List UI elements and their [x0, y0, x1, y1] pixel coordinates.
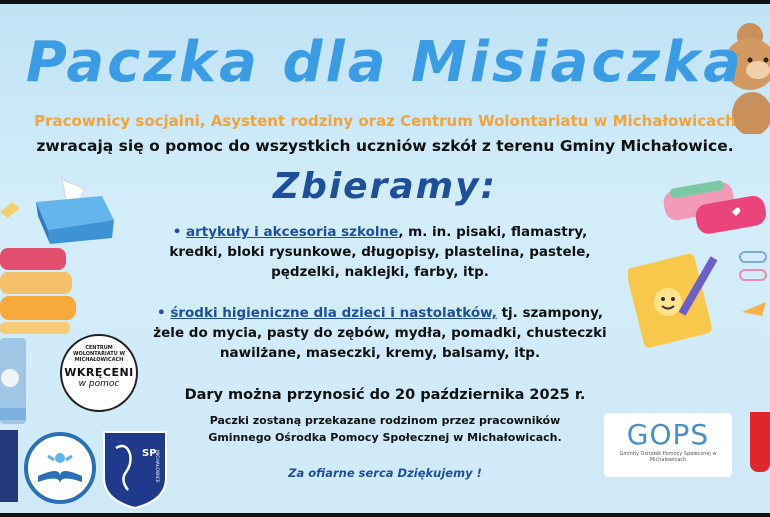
- bottom-border: [0, 513, 770, 517]
- towels-stack-icon: [0, 244, 78, 336]
- school-sp-shield-logo: [102, 430, 168, 510]
- appeal-line: zwracają się o pomoc do wszystkich uczniów szkół z terenu Gminy Michałowice.: [36, 137, 734, 155]
- bullet: •: [156, 305, 171, 321]
- gops-main-text: GOPS: [626, 418, 710, 451]
- organizers-line: Pracownicy socjalni, Asystent rodziny oraz Centrum Wolontariatu w Michałowicach: [34, 112, 736, 130]
- partial-logo-left: [0, 430, 18, 502]
- coat-of-arms-logo: [750, 412, 770, 472]
- wkreceni-logo: [60, 334, 138, 412]
- notebook-icon: [628, 252, 728, 348]
- distribution-info: Paczki zostaną przekazane rodzinom przez pracowników Gminnego Ośrodka Pomocy Społecznej w Michałowicach.: [208, 414, 562, 444]
- wkreceni-sub-text: w pomoc: [78, 379, 120, 389]
- school-supplies-details: , m. in. pisaki, flamastry, kredki, bloki rysunkowe, długopisy, plastelina, pastele, pędzelki, naklejki, farby, itp.: [169, 224, 591, 280]
- thanks-line: Za ofiarne serca Dziękujemy !: [288, 466, 482, 480]
- poster-title: Paczka dla Misiaczka: [25, 30, 745, 95]
- bullet: •: [172, 224, 187, 240]
- school-book-logo: [24, 432, 96, 504]
- wkreceni-top-text: CENTRUM WOLONTARIATU W MICHAŁOWICACH: [72, 345, 126, 363]
- hygiene-details: tj. szampony, żele do mycia, pasty do zębów, mydła, pomadki, chusteczki nawilżane, maseczki, kremy, balsamy, itp.: [153, 305, 607, 361]
- wkreceni-main-text: WKRĘCENI: [64, 366, 134, 379]
- collect-heading: Zbieramy:: [272, 166, 498, 207]
- collection-item-hygiene: [140, 303, 620, 363]
- hygiene-link[interactable]: środki higieniczne dla dzieci i nastolatków,: [170, 305, 497, 321]
- collection-item-school-supplies: [150, 222, 610, 282]
- sp-vertical-text: MICHAŁOWICE: [154, 450, 159, 483]
- paperclips-icon: [736, 248, 770, 328]
- gops-sub-text: Gminny Ośrodek Pomocy Społecznej w Michałowicach: [619, 451, 717, 463]
- book-stack-icon: [0, 338, 28, 426]
- school-supplies-link[interactable]: artykuły i akcesoria szkolne: [186, 224, 399, 240]
- top-border: [0, 0, 770, 4]
- gops-logo: [604, 413, 732, 477]
- deadline-line: Dary można przynosić do 20 października 2025 r.: [184, 387, 586, 403]
- sp-text: SP: [142, 448, 157, 459]
